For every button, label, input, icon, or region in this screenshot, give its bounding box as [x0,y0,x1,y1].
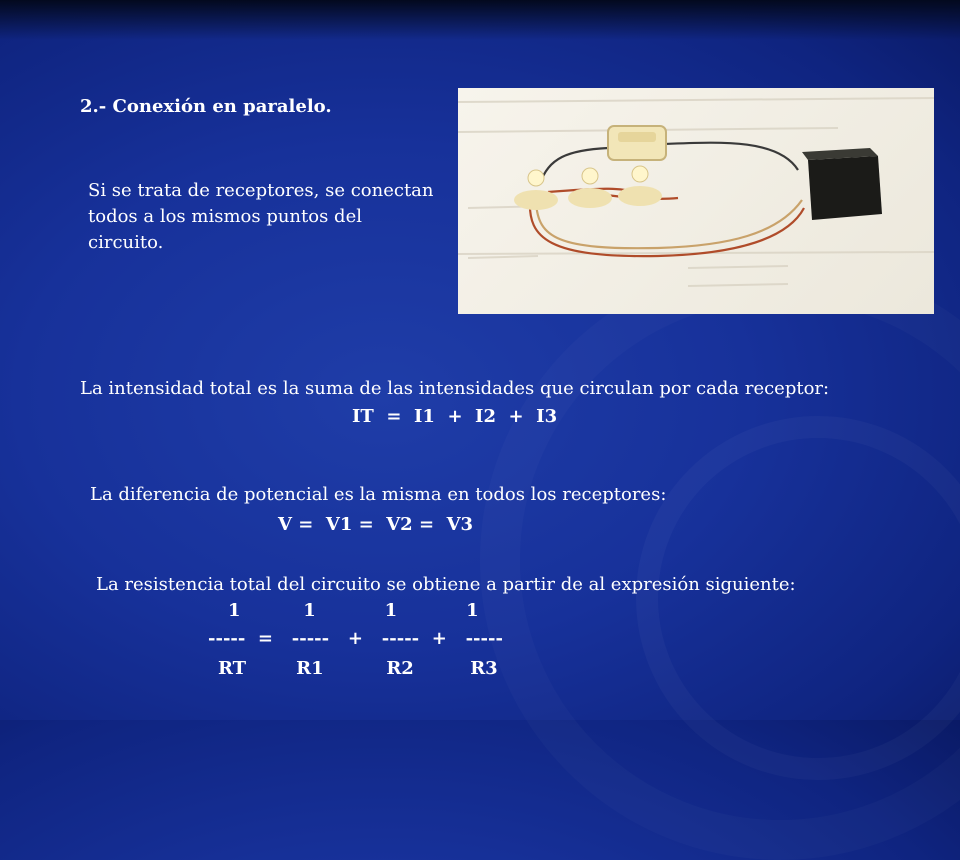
circuit-illustration [458,88,934,314]
section-heading: 2.- Conexión en paralelo. [80,96,332,117]
top-shade [0,0,960,40]
current-formula: IT = I1 + I2 + I3 [352,406,558,427]
resistance-fraction-line: ----- = ----- + ----- + ----- [208,628,503,649]
resistance-denominators: RT R1 R2 R3 [218,658,498,679]
voltage-formula: V = V1 = V2 = V3 [278,514,474,535]
resistance-statement: La resistencia total del circuito se obtiene a partir de al expresión siguiente: [96,574,796,595]
resistance-numerators: 1 1 1 1 [228,600,479,621]
circuit-photo [458,88,934,314]
current-statement: La intensidad total es la suma de las intensidades que circulan por cada receptor: [80,378,830,399]
intro-text: Si se trata de receptores, se conectan todos a los mismos puntos del circuito. [88,180,434,253]
voltage-statement: La diferencia de potencial es la misma en todos los receptores: [90,484,667,505]
